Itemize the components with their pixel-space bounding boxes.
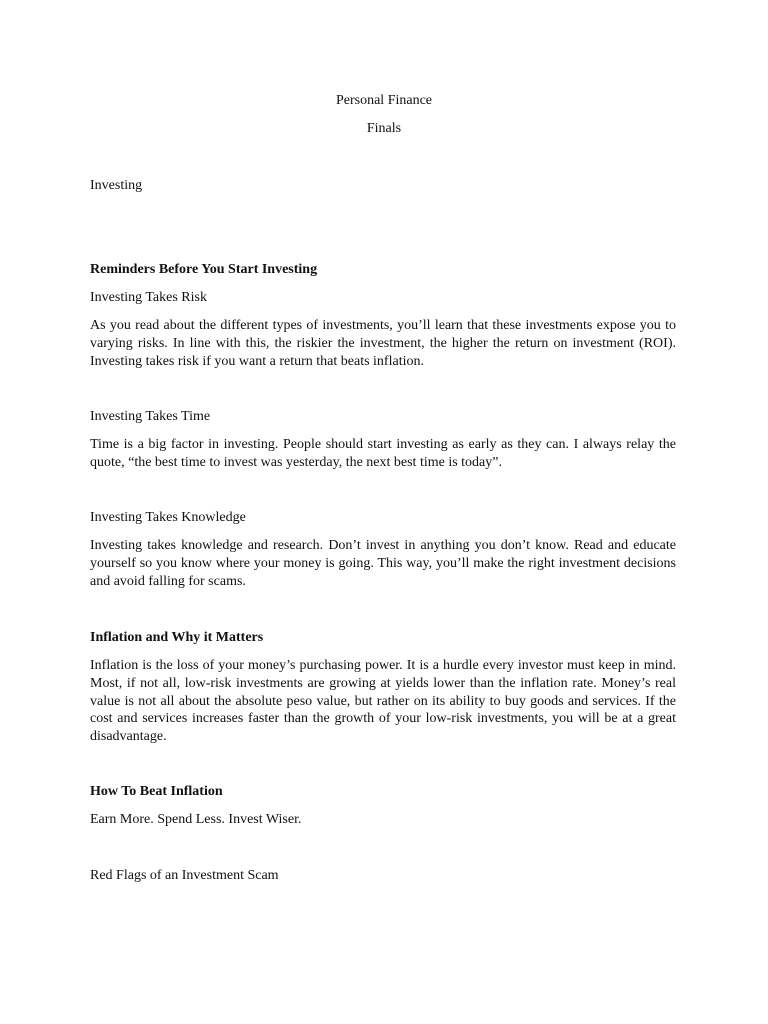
knowledge-paragraph: Investing takes knowledge and research. Don’t invest in anything you don’t know. Read and educate yourself so you know where your money is going. This way, you’ll make the right investment decisions and avoid falling for scams. [90,538,676,589]
document-title: Personal Finance [335,93,433,108]
inflation-paragraph: Inflation is the loss of your money’s purchasing power. It is a hurdle every investor must keep in mind. Most, if not all, low-risk investments are growing at yields lower than the inflation rate. Money’s real value is not all about the absolute peso value, but rather on its ability to buy goods and services. If the cost and services increases faster than the growth of your low-risk investments, you will be at a great disadvantage. [90,658,676,744]
risk-paragraph: As you read about the different types of investments, you’ll learn that these investments expose you to varying risks. In line with this, the riskier the investment, the higher the return on investment (ROI). Investing takes risk if you want a return that beats inflation. [90,318,676,369]
beat-inflation-text: Earn More. Spend Less. Invest Wiser. [90,812,302,827]
time-paragraph: Time is a big factor in investing. People should start investing as early as they can. I always relay the quote, “the best time to invest was yesterday, the next best time is today”. [90,437,676,470]
scam-heading: Red Flags of an Investment Scam [90,868,279,883]
beat-inflation-heading: How To Beat Inflation [90,784,223,799]
topic-heading: Investing [90,178,143,193]
inflation-heading: Inflation and Why it Matters [90,630,264,645]
document-subtitle: Finals [366,121,402,136]
risk-heading: Investing Takes Risk [90,290,207,305]
reminders-heading: Reminders Before You Start Investing [90,262,318,277]
knowledge-heading: Investing Takes Knowledge [90,510,246,525]
time-heading: Investing Takes Time [90,409,211,424]
